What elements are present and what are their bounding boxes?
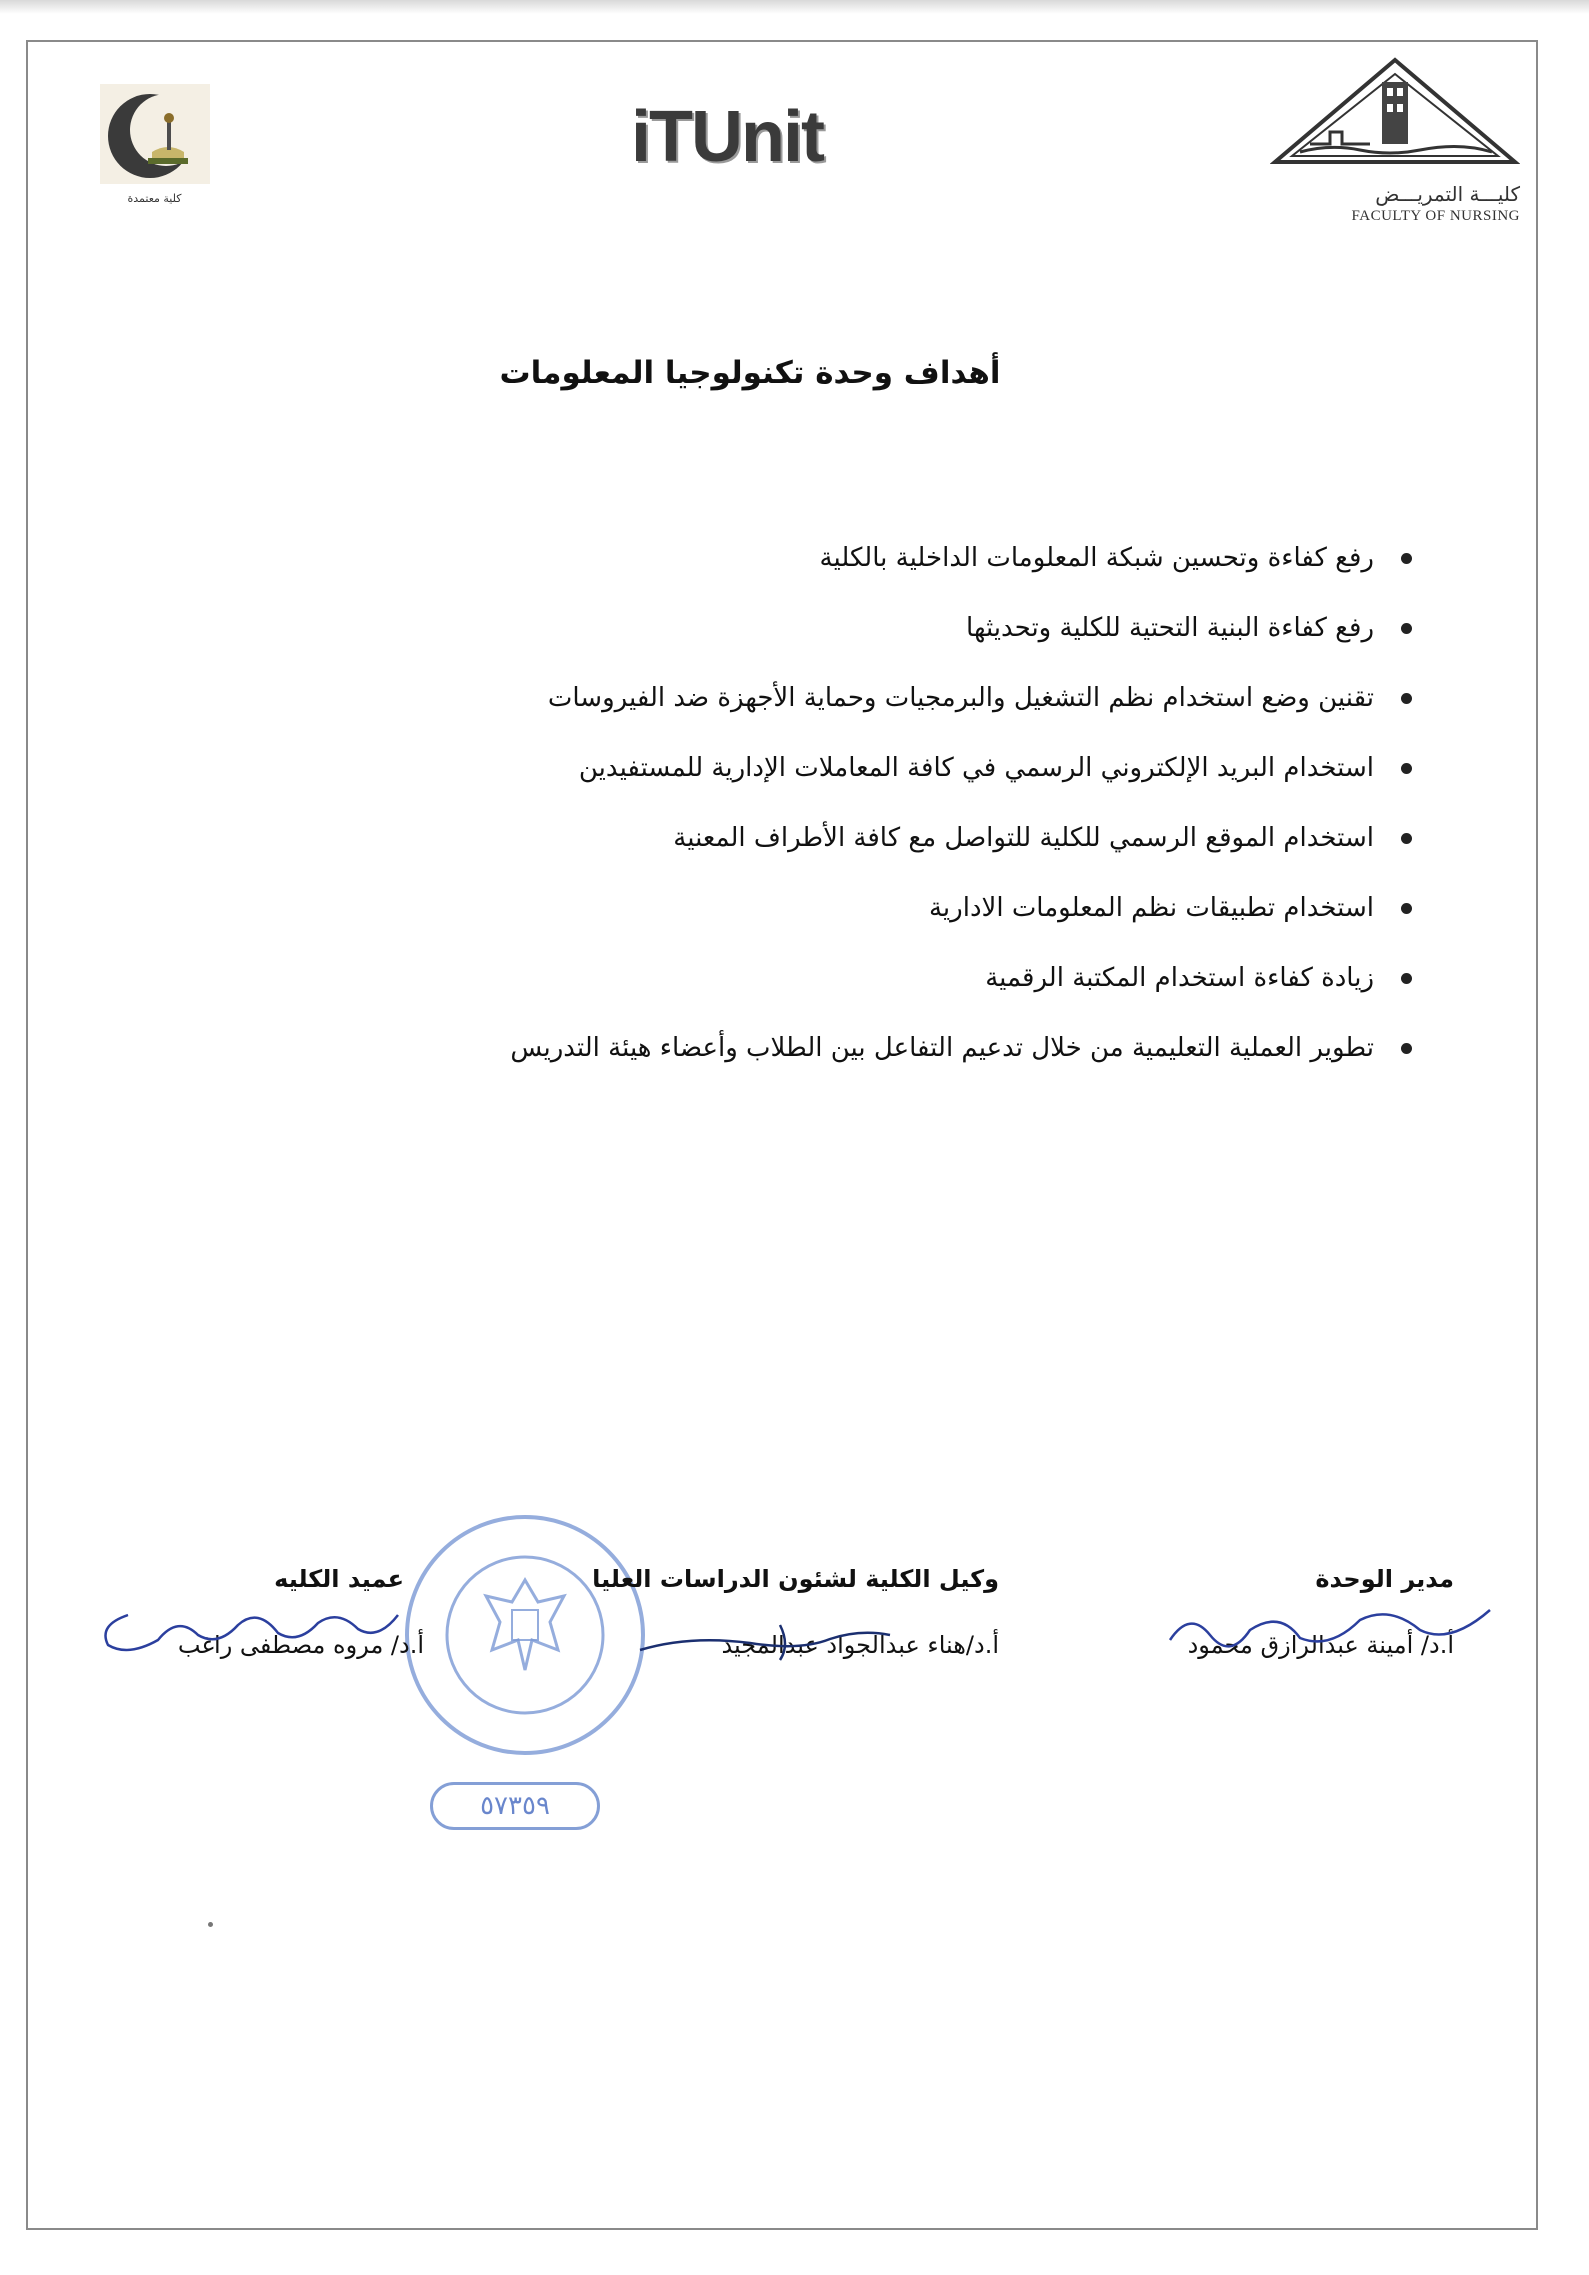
handwritten-signature-vice-dean <box>630 1605 900 1675</box>
faculty-name-arabic: كليـــة التمريـــض <box>1375 182 1520 206</box>
list-item: استخدام تطبيقات نظم المعلومات الادارية <box>314 886 1414 956</box>
signature-role: وكيل الكلية لشئون الدراسات العليا <box>592 1565 999 1593</box>
bullet-icon <box>1401 693 1412 704</box>
bullet-icon <box>1401 553 1412 564</box>
signature-role: عميد الكليه <box>274 1565 404 1593</box>
faculty-name-english: FACULTY OF NURSING <box>1351 208 1520 224</box>
objectives-list <box>314 536 1414 1096</box>
accredited-faculty-logo <box>92 80 217 215</box>
scan-edge-shadow <box>0 0 1589 14</box>
list-item: تقنين وضع استخدام نظم التشغيل والبرمجيات وحماية الأجهزة ضد الفيروسات <box>314 676 1414 746</box>
handwritten-signature-dean <box>88 1585 418 1665</box>
crescent-book-icon <box>92 80 217 190</box>
scan-speck <box>208 1922 213 1927</box>
list-item: زيادة كفاءة استخدام المكتبة الرقمية <box>314 956 1414 1026</box>
bullet-icon <box>1401 1043 1412 1054</box>
list-item: تطوير العملية التعليمية من خلال تدعيم التفاعل بين الطلاب وأعضاء هيئة التدريس <box>314 1026 1414 1096</box>
bullet-icon <box>1401 763 1412 774</box>
signature-name: أ.د/هناء عبدالجواد عبدالمجيد <box>721 1631 999 1659</box>
list-item: استخدام البريد الإلكتروني الرسمي في كافة المعاملات الإدارية للمستفيدين <box>314 746 1414 816</box>
stamp-serial-number: ٥٧٣٥٩ <box>430 1782 600 1830</box>
itunit-wordmark: iTUnit <box>631 97 823 177</box>
signature-name: أ.د/ مروه مصطفى راغب <box>177 1631 424 1659</box>
handwritten-signature-unit-manager <box>1150 1590 1510 1660</box>
bullet-icon <box>1401 903 1412 914</box>
signature-name: أ.د/ أمينة عبدالرازق محمود <box>1187 1631 1454 1659</box>
list-item: استخدام الموقع الرسمي للكلية للتواصل مع كافة الأطراف المعنية <box>314 816 1414 886</box>
bullet-icon <box>1401 973 1412 984</box>
document-title: أهداف وحدة تكنولوجيا المعلومات <box>499 355 1001 391</box>
accredited-caption: كلية معتمدة <box>127 192 182 205</box>
list-item: رفع كفاءة البنية التحتية للكلية وتحديثها <box>314 606 1414 676</box>
university-emblem-icon <box>1270 52 1520 180</box>
list-item: رفع كفاءة وتحسين شبكة المعلومات الداخلية بالكلية <box>314 536 1414 606</box>
itunit-logo <box>625 90 823 200</box>
bullet-icon <box>1401 623 1412 634</box>
signature-role: مدير الوحدة <box>1315 1565 1454 1593</box>
benha-university-logo <box>1270 52 1520 227</box>
bullet-icon <box>1401 833 1412 844</box>
